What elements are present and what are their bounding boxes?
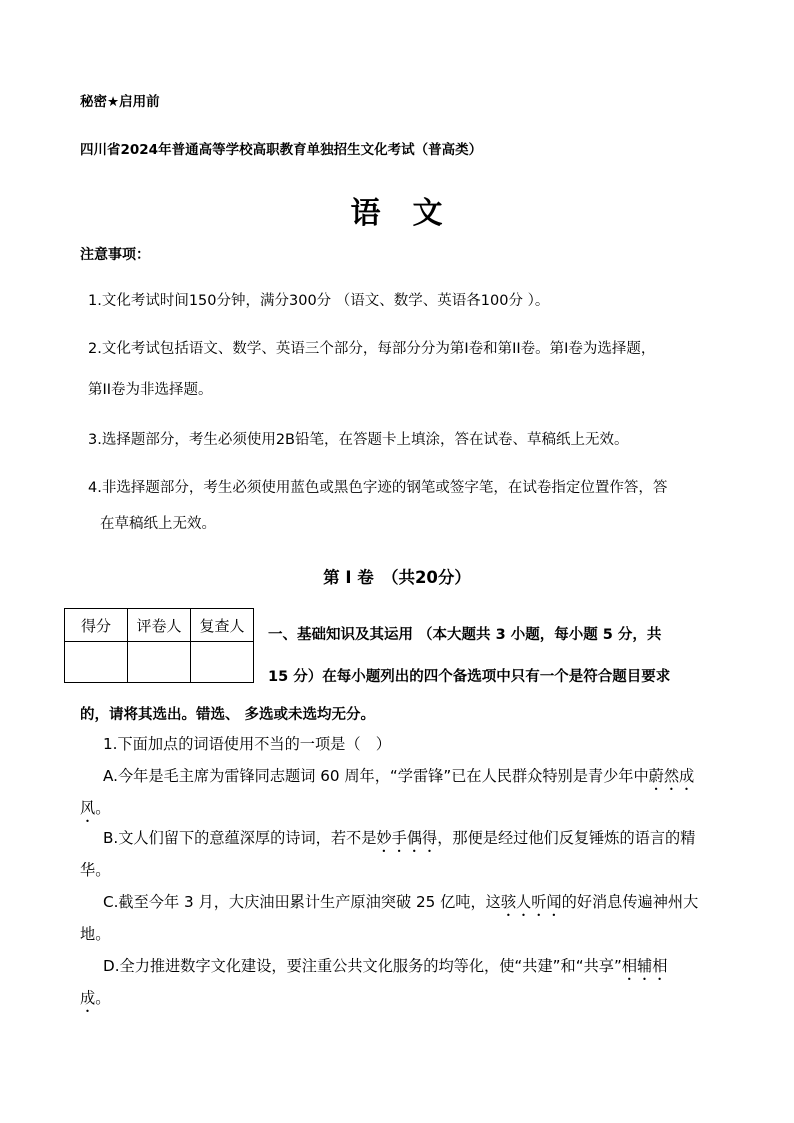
notice-item-4-line-2: 在草稿纸上无效。 <box>100 516 216 532</box>
option-c-line-2: 地。 <box>80 925 111 943</box>
part1-instructions-line-2: 15 分）在每小题列出的四个备选项中只有一个是符合题目要求 <box>268 669 671 685</box>
question-1-stem-emphasis: 不当 <box>254 735 285 753</box>
option-d-emphasis: 相辅相 <box>621 957 668 975</box>
option-c-line-1 <box>103 891 698 920</box>
section-title: 第 I 卷 （共20分） <box>323 568 471 587</box>
option-c-tail: 的好消息传遍神州大 <box>561 893 699 911</box>
notice-item-2-line-1: 2.文化考试包括语文、数学、英语三个部分，每部分分为第I卷和第II卷。第I卷为选择题， <box>88 341 656 357</box>
notice-item-2-line-2: 第II卷为非选择题。 <box>88 382 213 398</box>
notice-item-1: 1.文化考试时间150分钟，满分300分 （语文、数学、英语各100分 ）。 <box>88 293 550 309</box>
option-c-emphasis: 骇人听闻 <box>500 893 562 911</box>
score-header-score: 得分 <box>65 609 128 642</box>
exam-name: 四川省2024年普通高等学校高职教育单独招生文化考试（普高类） <box>80 142 483 158</box>
option-b-line-1 <box>103 827 695 856</box>
question-1-stem-text: 1.下面加点的词语使用 <box>103 735 255 753</box>
part1-instructions-line-1: 一、基础知识及其运用 （本大题共 3 小题，每小题 5 分，共 <box>268 627 662 643</box>
page-title: 语 文 <box>350 196 444 231</box>
option-a-text: A.今年是毛主席为雷锋同志题词 60 周年，“学雷锋”已在人民群众特别是青少年中 <box>103 767 649 785</box>
score-header-reviewer: 复查人 <box>191 609 254 642</box>
option-b-text: B.文人们留下的意蕴深厚的诗词，若不是 <box>103 829 377 847</box>
notice-heading: 注意事项： <box>80 247 150 263</box>
confidential-label: 秘密★启用前 <box>80 94 160 110</box>
option-a-line-2 <box>80 797 110 826</box>
option-c-text: C.截至今年 3 月，大庆油田累计生产原油突破 25 亿吨，这 <box>103 893 501 911</box>
option-d-line-2 <box>80 987 110 1016</box>
score-cell-grader <box>128 642 191 683</box>
notice-item-4-line-1: 4.非选择题部分，考生必须使用蓝色或黑色字迹的钢笔或签字笔，在试卷指定位置作答，答 <box>88 480 668 496</box>
option-b-tail: ，那便是经过他们反复锤炼的语言的精 <box>437 829 696 847</box>
option-d-end: 。 <box>95 989 111 1007</box>
option-b-line-2: 华。 <box>80 861 111 879</box>
score-table <box>64 608 254 683</box>
part1-instructions-line-3: 的，请将其选出。错选、 多选或未选均无分。 <box>80 707 376 723</box>
option-d-emphasis-cont: 成 <box>80 989 96 1007</box>
score-cell-reviewer <box>191 642 254 683</box>
notice-item-3: 3.选择题部分，考生必须使用2B铅笔，在答题卡上填涂，答在试卷、草稿纸上无效。 <box>88 432 629 448</box>
option-a-line-1 <box>103 765 694 794</box>
score-header-grader: 评卷人 <box>128 609 191 642</box>
option-a-emphasis-cont: 风 <box>80 799 96 817</box>
option-b-emphasis: 妙手偶得 <box>376 829 438 847</box>
option-d-text: D.全力推进数字文化建设，要注重公共文化服务的均等化，使“共建”和“共享” <box>103 957 622 975</box>
option-a-emphasis: 蔚然成 <box>648 767 695 785</box>
question-1-stem <box>103 733 391 754</box>
score-cell-score <box>65 642 128 683</box>
question-1-stem-tail: 的一项是（ ） <box>284 735 391 753</box>
option-d-line-1 <box>103 955 667 984</box>
option-a-end: 。 <box>95 799 111 817</box>
